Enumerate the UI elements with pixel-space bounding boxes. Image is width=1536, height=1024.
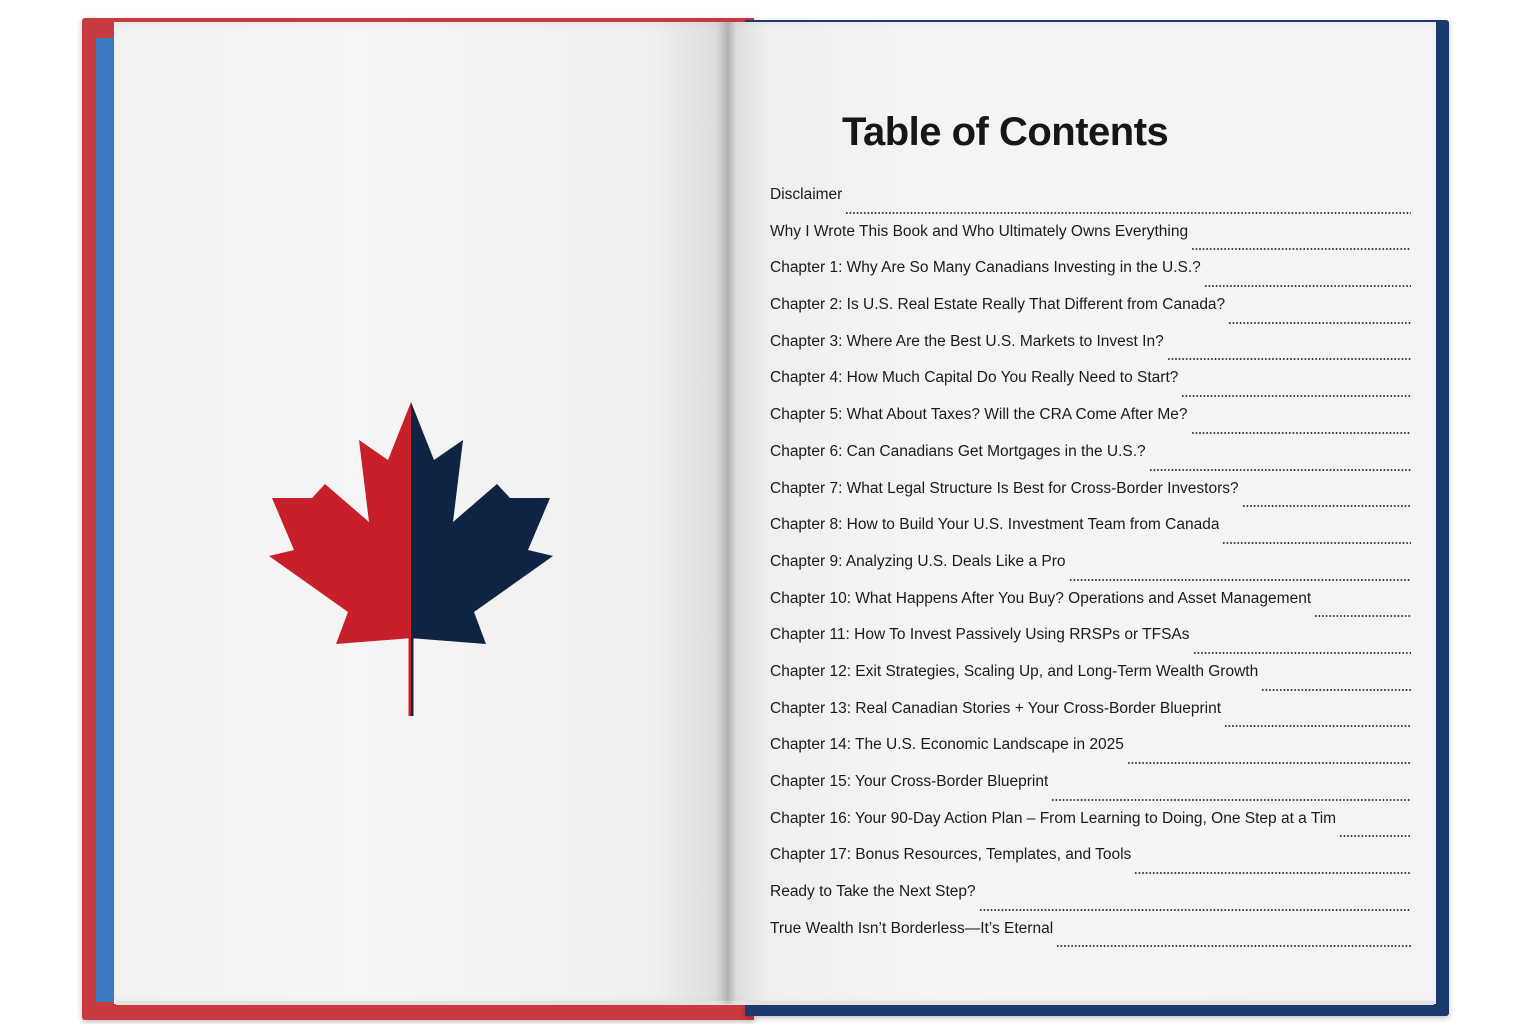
toc-entry xyxy=(770,259,1411,296)
toc-entry-label: Chapter 8: How to Build Your U.S. Investment Team from Canada xyxy=(770,516,1220,534)
toc-leader-dots xyxy=(1127,762,1411,764)
toc-entry-label: Ready to Take the Next Step? xyxy=(770,883,976,901)
page-edges xyxy=(116,1001,1434,1005)
toc-entry-label: Chapter 4: How Much Capital Do You Really Need to Start? xyxy=(770,369,1179,387)
toc-entry xyxy=(770,553,1411,590)
toc-entry xyxy=(770,480,1411,517)
toc-entry xyxy=(770,186,1411,223)
toc-entry xyxy=(770,296,1411,333)
toc-entry xyxy=(770,773,1411,810)
toc-entry xyxy=(770,883,1411,920)
toc-leader-dots xyxy=(1228,322,1411,324)
toc-entry xyxy=(770,663,1411,700)
toc-entry-label: Chapter 15: Your Cross-Border Blueprint xyxy=(770,773,1049,790)
toc-entry-label: Chapter 2: Is U.S. Real Estate Really That Different from Canada? xyxy=(770,296,1226,314)
toc-entry xyxy=(770,406,1411,443)
toc-leader-dots xyxy=(1069,579,1411,581)
toc-entry-label: Chapter 12: Exit Strategies, Scaling Up, and Long-Term Wealth Growth xyxy=(770,662,1259,680)
toc-list xyxy=(770,186,1411,956)
toc-leader-dots xyxy=(1134,872,1411,874)
toc-leader-dots xyxy=(1224,725,1411,727)
maple-leaf-icon xyxy=(266,400,556,718)
maple-leaf-stem-navy xyxy=(411,636,414,716)
toc-entry xyxy=(770,223,1411,260)
toc-entry-label: True Wealth Isn’t Borderless—It’s Eternal xyxy=(770,919,1054,937)
toc-entry xyxy=(770,443,1411,480)
book-gutter xyxy=(718,22,736,1004)
toc-leader-dots xyxy=(1167,358,1411,360)
toc-leader-dots xyxy=(1242,505,1411,507)
toc-leader-dots xyxy=(1222,542,1411,544)
toc-entry-label: Chapter 1: Why Are So Many Canadians Investing in the U.S.? xyxy=(770,259,1201,277)
toc-leader-dots xyxy=(1204,285,1411,287)
toc-entry-label: Chapter 3: Where Are the Best U.S. Markets to Invest In? xyxy=(770,332,1164,350)
toc-entry-label: Chapter 11: How To Invest Passively Using RRSPs or TFSAs xyxy=(770,626,1190,644)
toc-entry xyxy=(770,333,1411,370)
toc-leader-dots xyxy=(1314,615,1411,617)
toc-entry-label: Why I Wrote This Book and Who Ultimately Owns Everything xyxy=(770,222,1189,240)
toc-leader-dots xyxy=(845,212,1411,214)
toc-leader-dots xyxy=(1193,652,1411,654)
toc-entry xyxy=(770,590,1411,627)
toc-leader-dots xyxy=(1051,799,1411,801)
toc-entry xyxy=(770,920,1411,957)
toc-entry xyxy=(770,369,1411,406)
toc-entry-label: Chapter 5: What About Taxes? Will the CRA Come After Me? xyxy=(770,406,1188,424)
toc-leader-dots xyxy=(1261,689,1411,691)
toc-leader-dots xyxy=(1149,469,1411,471)
toc-entry-label: Chapter 17: Bonus Resources, Templates, and Tools xyxy=(770,846,1132,864)
toc-entry xyxy=(770,516,1411,553)
toc-entry xyxy=(770,846,1411,883)
toc-entry xyxy=(770,736,1411,773)
toc-title: Table of Contents xyxy=(842,110,1169,154)
toc-entry-label: Chapter 6: Can Canadians Get Mortgages in the U.S.? xyxy=(770,442,1146,460)
toc-entry-label: Chapter 7: What Legal Structure Is Best for Cross-Border Investors? xyxy=(770,479,1239,497)
toc-entry xyxy=(770,700,1411,737)
toc-entry-label: Chapter 14: The U.S. Economic Landscape in 2025 xyxy=(770,736,1124,754)
toc-entry-label: Chapter 9: Analyzing U.S. Deals Like a Pro xyxy=(770,552,1066,570)
toc-entry-label: Chapter 13: Real Canadian Stories + Your Cross-Border Blueprint xyxy=(770,699,1222,717)
toc-leader-dots xyxy=(1339,835,1411,837)
toc-entry xyxy=(770,810,1411,847)
maple-leaf-stem xyxy=(409,636,412,716)
toc-leader-dots xyxy=(1191,432,1411,434)
toc-entry xyxy=(770,626,1411,663)
toc-entry-label: Chapter 16: Your 90-Day Action Plan – From Learning to Doing, One Step at a Tim xyxy=(770,809,1337,827)
toc-entry-label: Disclaimer xyxy=(770,186,843,203)
toc-leader-dots xyxy=(1056,945,1411,947)
toc-entry-label: Chapter 10: What Happens After You Buy? Operations and Asset Management xyxy=(770,589,1312,607)
toc-leader-dots xyxy=(1191,248,1411,250)
toc-leader-dots xyxy=(1181,395,1411,397)
toc-leader-dots xyxy=(979,909,1411,911)
